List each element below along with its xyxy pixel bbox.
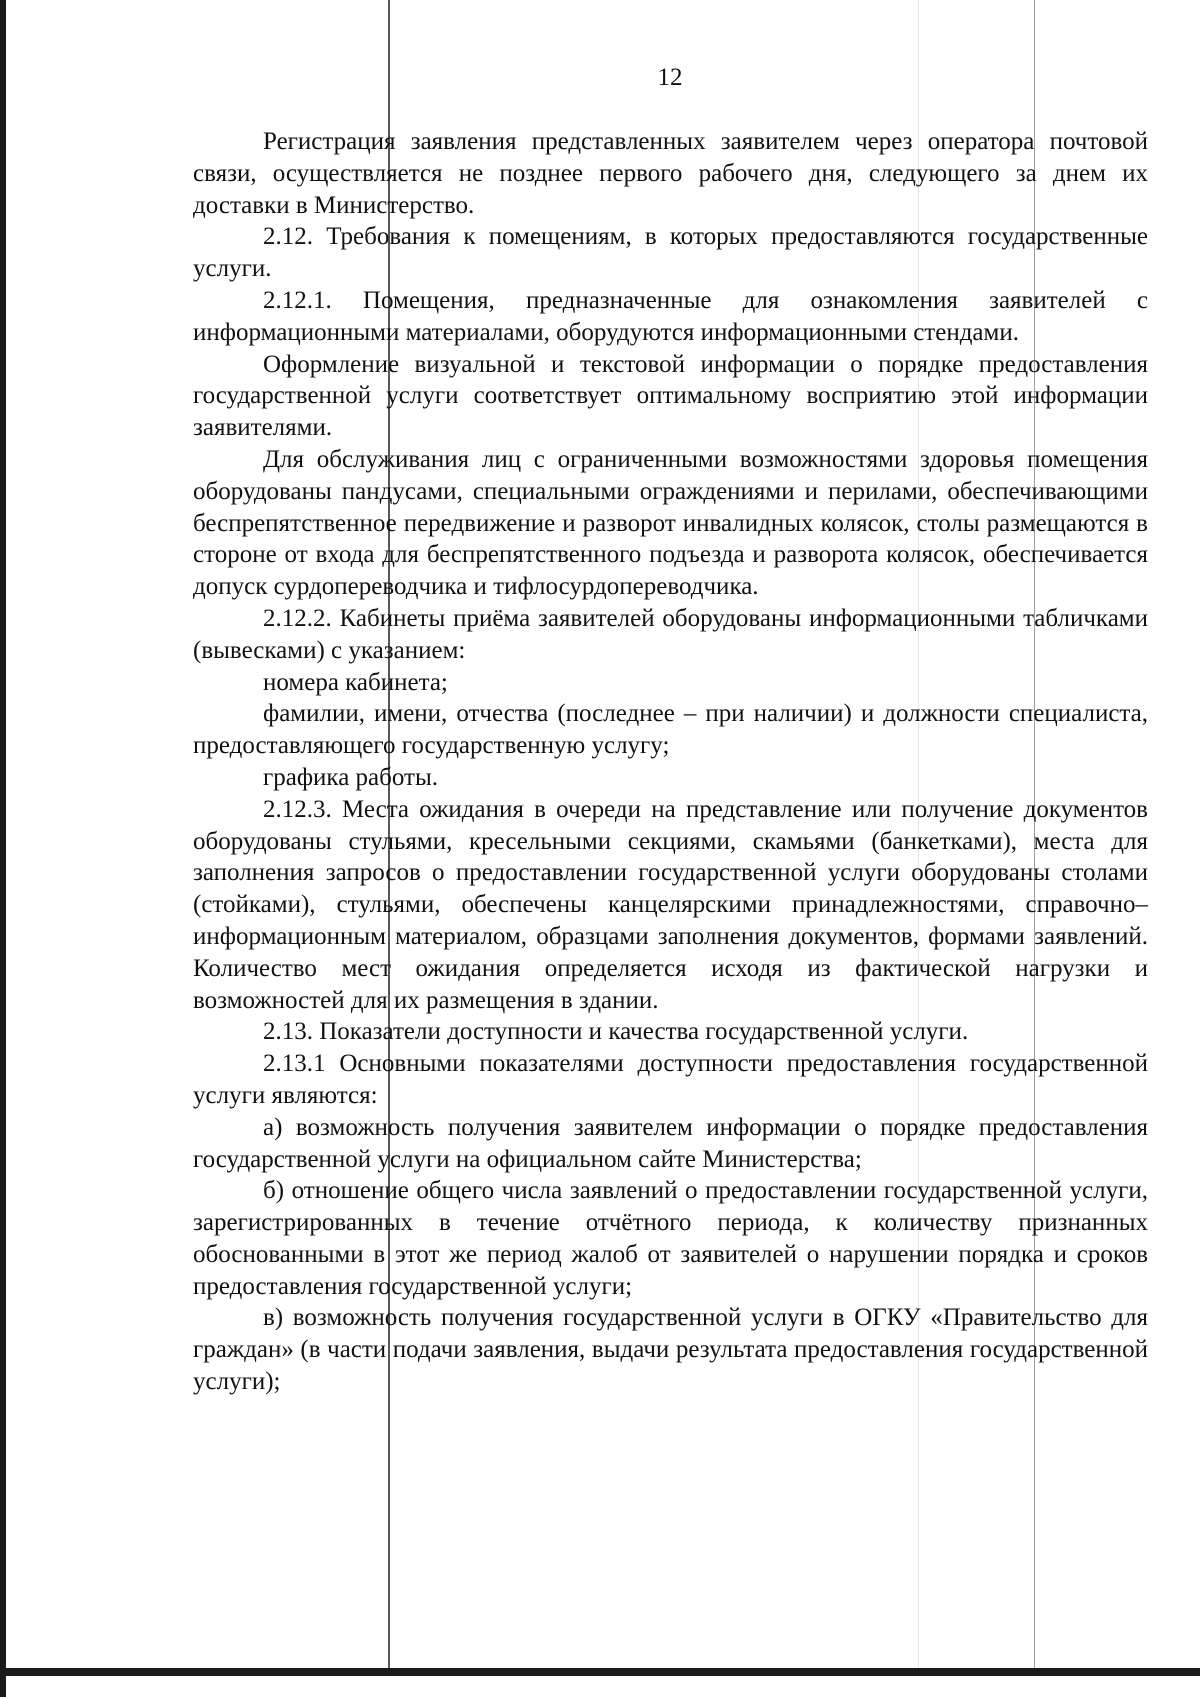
list-item-c: в) возможность получения государственной услуги в ОГКУ «Правительство для граждан» (в части подачи заявления, выдачи результата предоставления государственной услуги); (193, 1304, 1148, 1396)
paragraph-2-12-1: 2.12.1. Помещения, предназначенные для ознакомления заявителей с информационными материалами, оборудуются информационными стендами. (193, 286, 1148, 346)
paragraph-accessibility: Для обслуживания лиц с ограниченными возможностями здоровья помещения оборудованы пандусами, специальными ограждениями и перилами, обеспечивающими беспрепятственное передвижение и разворот инвалидных колясок, столы размещаются в стороне от входа для беспрепятственного подъезда и разворота колясок, обеспечивается допуск сурдопереводчика и тифлосурдопереводчика. (193, 445, 1148, 601)
paragraph-2-12: 2.12. Требования к помещениям, в которых предоставляются государственные услуги. (193, 223, 1148, 283)
list-item-specialist-name: фамилии, имени, отчества (последнее – при наличии) и должности специалиста, предоставляющего государственную услугу; (193, 700, 1148, 760)
paragraph-visual-info: Оформление визуальной и текстовой информации о порядке предоставления государственной услуги соответствует оптимальному восприятию этой информации заявителями. (193, 350, 1148, 442)
document-body (193, 126, 1148, 1398)
paragraph-2-12-3: 2.12.3. Места ожидания в очереди на представление или получение документов оборудованы стульями, кресельными секциями, скамьями (банкетками), места для заполнения запросов о предоставлении государственной услуги оборудованы столами (стойками), стульями, обеспечены канцелярскими принадлежностями, справочно–информационным материалом, образцами заполнения документов, формами заявлений. Количество мест ожидания определяется исходя из фактической нагрузки и возможностей для их размещения в здании. (193, 795, 1148, 1014)
page-number: 12 (657, 64, 683, 91)
scan-bottom-edge (0, 1668, 1200, 1676)
paragraph-2-13: 2.13. Показатели доступности и качества государственной услуги. (263, 1018, 969, 1046)
paragraph-registration: Регистрация заявления представленных заявителем через оператора почтовой связи, осуществляется не позднее первого рабочего дня, следующего за днем их доставки в Министерство. (193, 128, 1148, 219)
paragraph-2-12-2: 2.12.2. Кабинеты приёма заявителей оборудованы информационными табличками (вывесками) с указанием: (193, 604, 1148, 664)
paragraph-2-13-1: 2.13.1 Основными показателями доступности предоставления государственной услуги являются: (193, 1050, 1148, 1109)
list-item-a: а) возможность получения заявителем информации о порядке предоставления государственной услуги на официальном сайте Министерства; (193, 1113, 1148, 1173)
list-item-work-schedule: графика работы. (263, 763, 438, 791)
list-item-b: б) отношение общего числа заявлений о предоставлении государственной услуги, зарегистрированных в течение отчётного периода, к количеству признанных обоснованными в этот же период жалоб от заявителей о нарушении порядка и сроков предоставления государственной услуги; (193, 1177, 1148, 1300)
scan-left-edge (0, 0, 6, 1697)
list-item-room-number: номера кабинета; (263, 668, 448, 696)
